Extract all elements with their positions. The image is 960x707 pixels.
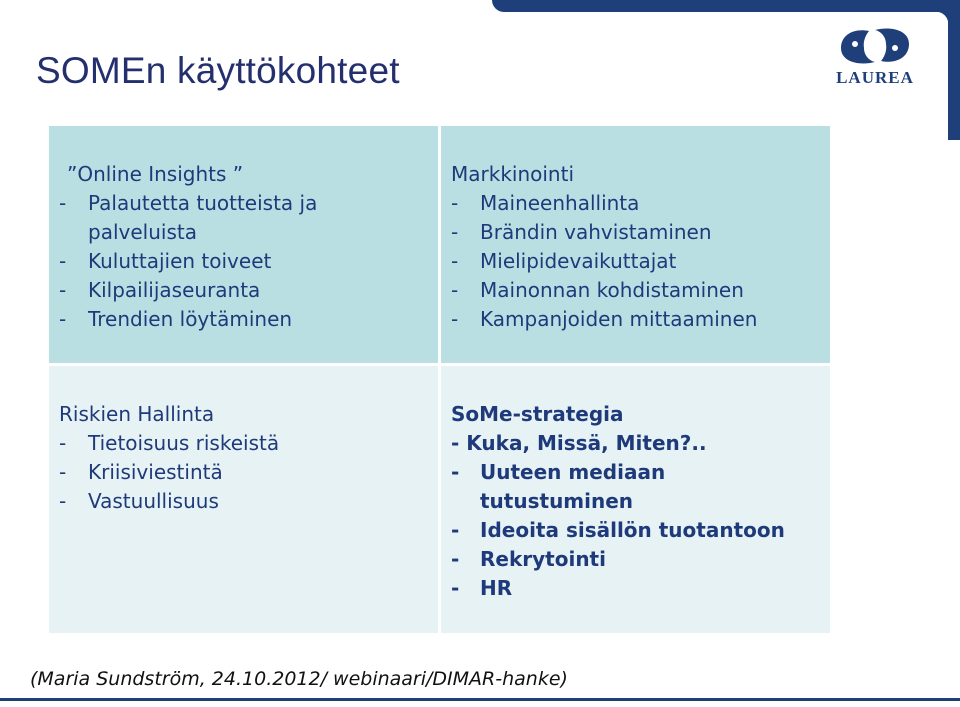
cell-online-insights <box>49 126 438 363</box>
cell-subheading: - Kuka, Missä, Miten?.. <box>451 431 707 455</box>
cell-some-strategy <box>441 366 830 633</box>
page-title: SOMEn käyttökohteet <box>36 50 400 91</box>
list-item: - Kilpailijaseuranta <box>59 276 428 305</box>
top-decorative-bar <box>492 0 960 12</box>
list-item: - Vastuullisuus <box>59 487 428 516</box>
marketing-list <box>451 189 820 334</box>
content-grid <box>49 126 830 634</box>
list-item: - Palautetta tuotteista ja palveluista <box>59 189 428 247</box>
cell-heading: SoMe-strategia <box>451 402 624 426</box>
footer-citation: (Maria Sundström, 24.10.2012/ webinaari/DIMAR-hanke) <box>30 668 568 690</box>
list-item: - Rekrytointi <box>451 545 820 574</box>
list-item: - Tietoisuus riskeistä <box>59 429 428 458</box>
list-item: - Brändin vahvistaminen <box>451 218 820 247</box>
corner-decoration <box>936 12 948 24</box>
bottom-divider <box>0 698 960 701</box>
list-item: - Kampanjoiden mittaaminen <box>451 305 820 334</box>
list-item: - Trendien löytäminen <box>59 305 428 334</box>
cell-heading: Riskien Hallinta <box>59 402 215 426</box>
strategy-list <box>451 458 820 603</box>
list-item: - Mielipidevaikuttajat <box>451 247 820 276</box>
list-item: - Mainonnan kohdistaminen <box>451 276 820 305</box>
cell-heading: ”Online Insights ” <box>67 162 244 186</box>
list-item: - Kuluttajien toiveet <box>59 247 428 276</box>
laurea-logo <box>834 26 916 88</box>
online-list <box>59 189 428 334</box>
list-item: - HR <box>451 574 820 603</box>
cell-heading: Markkinointi <box>451 162 574 186</box>
logo-wordmark: LAUREA <box>836 68 914 87</box>
right-decorative-bar <box>948 12 960 140</box>
list-item: - Ideoita sisällön tuotantoon <box>451 516 820 545</box>
laurea-logo-icon <box>837 26 913 66</box>
list-item: - Maineenhallinta <box>451 189 820 218</box>
risk-list <box>59 429 428 516</box>
cell-marketing <box>441 126 830 363</box>
list-item: - Kriisiviestintä <box>59 458 428 487</box>
list-item: - Uuteen mediaan tutustuminen <box>451 458 820 516</box>
cell-risk-management <box>49 366 438 633</box>
